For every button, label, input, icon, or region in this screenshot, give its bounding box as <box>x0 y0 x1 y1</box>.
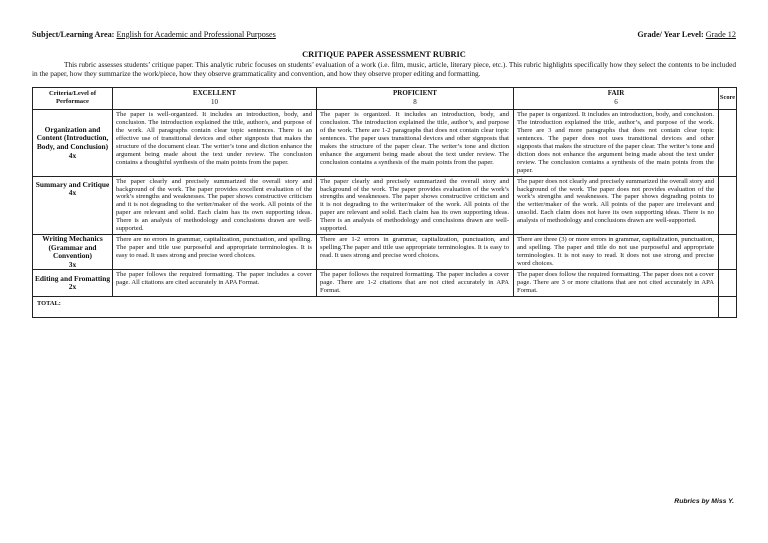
excellent-description: The paper clearly and precisely summarized the overall story and background of the work. The paper provides excellent evaluation of the work’s strengths and weaknesses. The paper shows constructive criticism and it is not degrading to the writer/maker of the work. All points of the paper are relevant and solid. Each claim has its own supporting ideas. There is an analysis of methodology and conclusions drawn are well-supported. <box>113 176 317 234</box>
criterion-weight: 4x <box>68 188 77 198</box>
proficient-description: The paper is organized. It includes an introduction, body, and conclusion. The introduction explained the title, author’s, and purpose of the work. There are 1-2 paragraphs that does not contain clear topic sentences. The paper uses transitional devices and other signposts that makes the structure of the paper clear. The writer’s tone and diction enhance the argument being made about the text under review. The conclusion contains a synthesis of the main points from the paper. <box>317 110 514 176</box>
fair-description: There are three (3) or more errors in grammar, capitalization, punctuation, and spelling. The paper and title do not use purposeful and appropriate terminologies. It is not easy to read. It does not use strong and precise word choices. <box>514 234 719 269</box>
subject-label: Subject/Learning Area: <box>32 30 115 39</box>
grade-info <box>637 30 736 40</box>
criterion-cell <box>33 234 113 269</box>
proficient-points: 8 <box>413 97 417 106</box>
criterion-weight: 2x <box>68 282 77 292</box>
total-score-cell[interactable] <box>719 297 737 318</box>
fair-points: 6 <box>614 97 618 106</box>
proficient-label: PROFICIENT <box>393 89 437 98</box>
total-row <box>33 297 737 318</box>
subject-info <box>32 30 276 40</box>
criterion-name: Organization and Content (Introduction, Body, and Conclusion) <box>36 124 109 151</box>
intro-paragraph: This rubric assesses students’ critique paper. This analytic rubric focuses on students’ evaluation of a work (i.e. film, music, article, literary piece, etc.). This rubric highlights specifically how they select the contents to be included in the paper, how they summarize the work/piece, how they observe grammaticality and convention, and how they observe proper editing and formatting. <box>32 60 736 78</box>
criterion-name: Summary and Critique <box>35 179 110 189</box>
excellent-description: There are no errors in grammar, capitalization, punctuation, and spelling. The paper and title use purposeful and appropriate terminologies. It is easy to read. It uses strong and precise word choices. <box>113 234 317 269</box>
proficient-description: The paper follows the required formatting. The paper includes a cover page. There are 1-2 citations that are not cited accurately in APA Format. <box>317 270 514 297</box>
document-header <box>32 30 736 40</box>
criterion-name: Writing Mechanics (Grammar and Convention) <box>42 233 103 261</box>
rubric-page <box>32 30 736 318</box>
score-header: Score <box>719 88 737 110</box>
proficient-header <box>317 88 514 110</box>
table-row <box>33 176 737 234</box>
fair-description: The paper does follow the required formatting. The paper does not a cover page. There are 3 or more citations that are not cited accurately in APA Format. <box>514 270 719 297</box>
criterion-name: Editing and Fromatting <box>35 273 111 283</box>
fair-description: The paper does not clearly and precisely summarized the overall story and background of the work. The paper does not provides evaluation of the work’s strengths and weaknesses. The paper shows degrading points to the writer/maker of the work. All points of the paper are irrelevant and unsolid. Each claim does not have its own supporting ideas. There is no analysis of methodology and conclusions drawn are well-supported. <box>514 176 719 234</box>
criterion-cell <box>33 176 113 234</box>
excellent-description: The paper is well-organized. It includes an introduction, body, and conclusion. The introduction explained the title, author/s, and purpose of the work. All paragraphs contain clear topic sentences. There is an effective use of transitional devices and other signposts that makes the structure of the document clear. The writer’s tone and diction enhance the argument being made about the text under review. The conclusion contains a thoughtful synthesis of the main points from the paper. <box>113 110 317 176</box>
proficient-description: There are 1-2 errors in grammar, capitalization, punctuation, and spelling.The paper and title use appropriate terminologies. It is easy to read. It uses strong and precise word choices. <box>317 234 514 269</box>
excellent-points: 10 <box>211 97 218 106</box>
total-label: TOTAL: <box>33 297 719 318</box>
table-row <box>33 110 737 176</box>
grade-label: Grade/ Year Level: <box>637 30 704 39</box>
criterion-cell <box>33 110 113 176</box>
excellent-description: The paper follows the required formatting. The paper includes a cover page. All citations are cited accurately in APA Format. <box>113 270 317 297</box>
fair-header <box>514 88 719 110</box>
score-cell[interactable] <box>719 270 737 297</box>
criteria-header: Criteria/Level of Performace <box>33 88 113 110</box>
subject-value: English for Academic and Professional Purposes <box>116 30 276 39</box>
score-cell[interactable] <box>719 176 737 234</box>
footer-credit: Rubrics by Miss Y. <box>674 498 734 505</box>
score-cell[interactable] <box>719 234 737 269</box>
excellent-label: EXCELLENT <box>192 89 237 98</box>
table-row <box>33 234 737 269</box>
fair-description: The paper is organized. It includes an introduction, body, and conclusion. The introduction explained the title, author’s, and purpose of the work. There are 3 and more paragraphs that does not contain clear topic sentences. The paper does not uses transitional devices and other signposts that makes the structure of the paper clear. The writer’s tone and diction does not enhance the argument being made about the text under review. The conclusion contains a synthesis of the main points from the paper. <box>514 110 719 176</box>
proficient-description: The paper clearly and precisely summarized the overall story and background of the work. The paper provides evaluation of the work’s strengths and weaknesses. The paper shows constructive criticism and it is not degrading to the writer/maker of the work. All points of the paper are relevant and solid. Each claim has its own supporting ideas. There is an analysis of methodology and conclusions drawn are well-supported. <box>317 176 514 234</box>
criterion-cell <box>33 270 113 297</box>
table-row <box>33 270 737 297</box>
table-header-row <box>33 88 737 110</box>
page-title: CRITIQUE PAPER ASSESSMENT RUBRIC <box>302 50 466 59</box>
rubric-table <box>32 87 737 318</box>
score-cell[interactable] <box>719 110 737 176</box>
grade-value: Grade 12 <box>705 30 736 39</box>
fair-label: FAIR <box>607 89 625 98</box>
excellent-header <box>113 88 317 110</box>
criterion-weight: 4x <box>68 150 77 160</box>
criterion-weight: 3x <box>68 259 77 269</box>
